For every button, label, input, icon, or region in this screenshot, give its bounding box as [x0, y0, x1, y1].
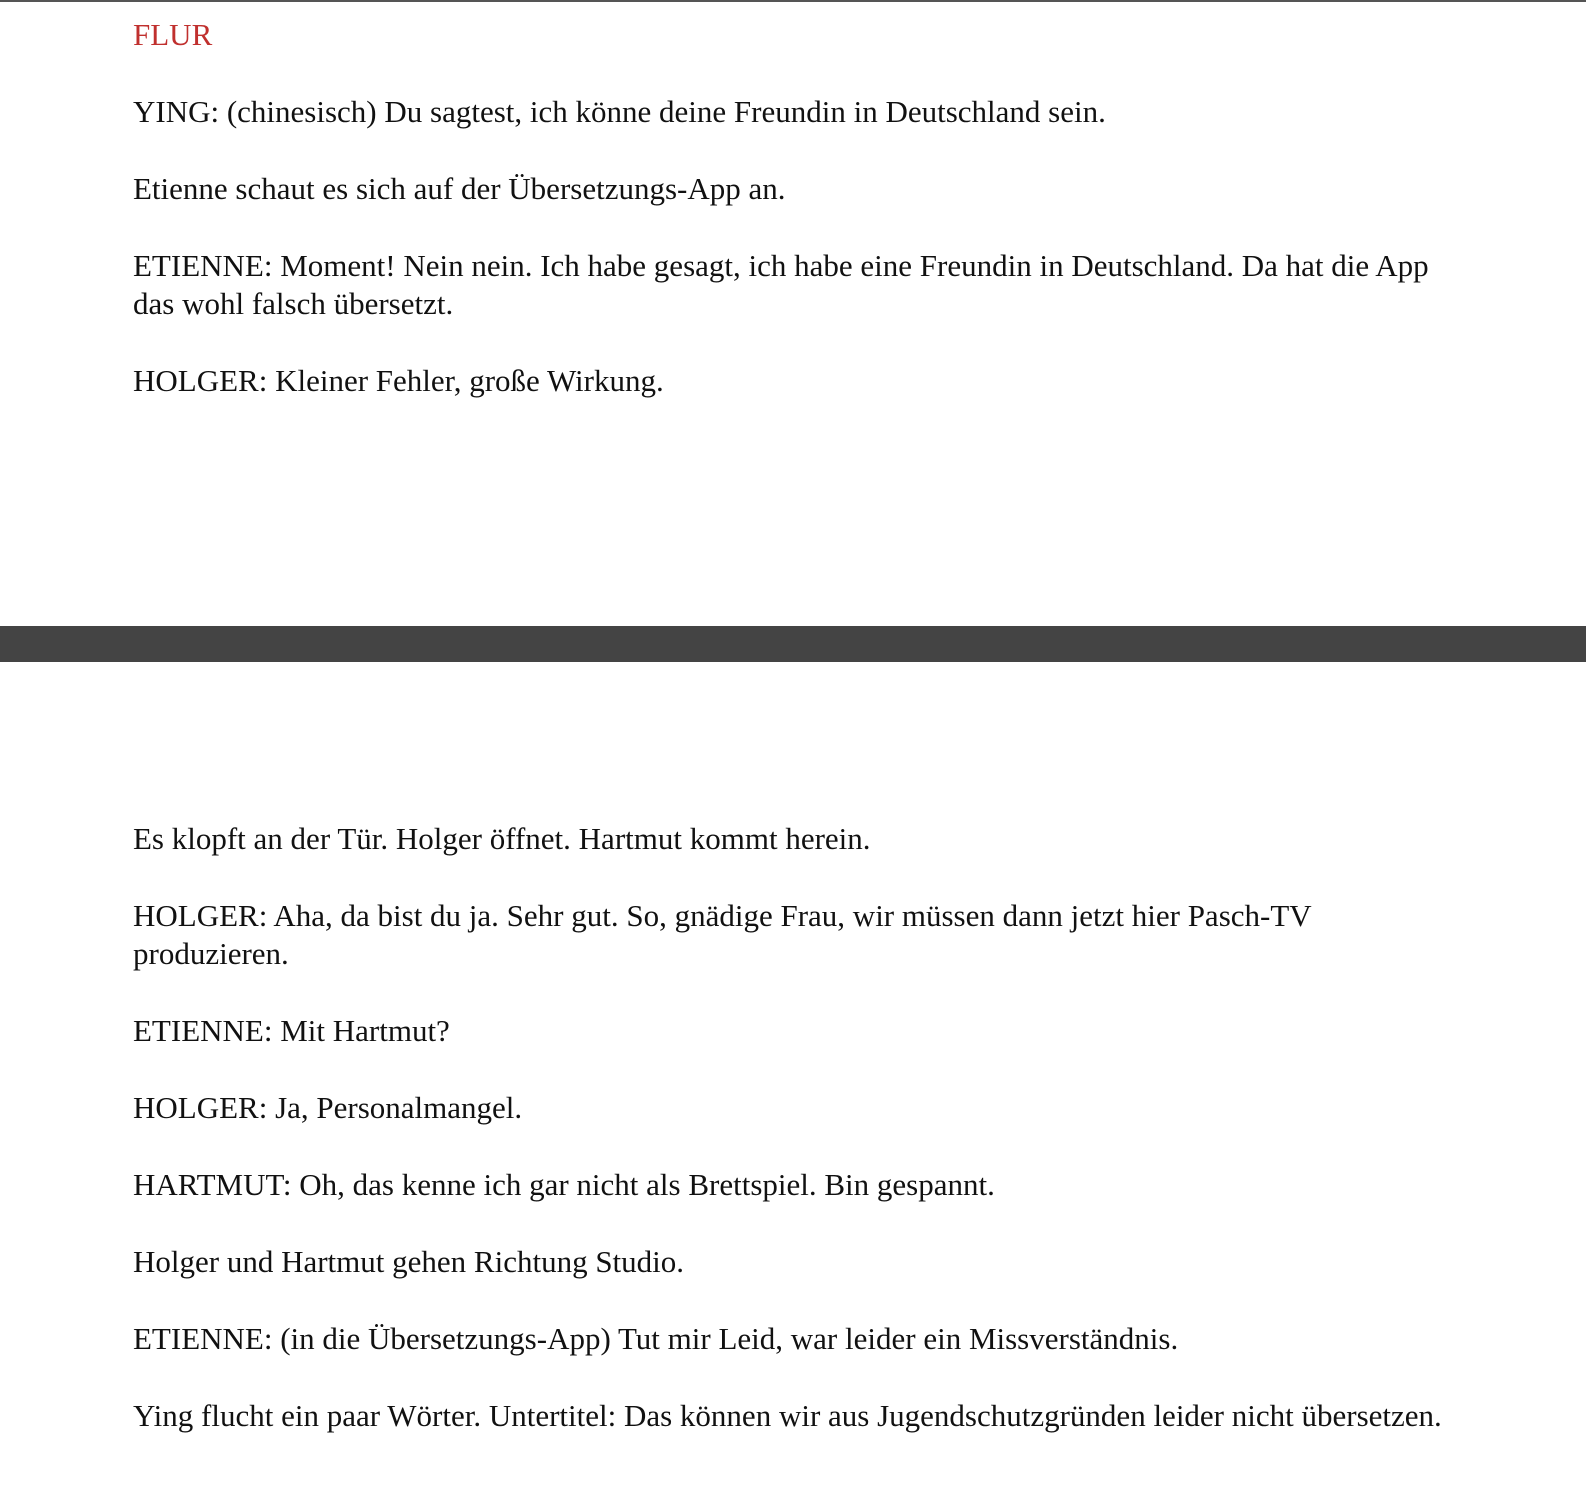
- script-line: HOLGER: Aha, da bist du ja. Sehr gut. So, gnädige Frau, wir müssen dann jetzt hier Pasch-TV produzieren.: [133, 898, 1312, 971]
- script-line: HOLGER: Ja, Personalmangel.: [133, 1090, 523, 1125]
- stage-direction: Holger und Hartmut gehen Richtung Studio.: [133, 1244, 685, 1279]
- scene-heading: FLUR: [133, 17, 213, 52]
- script-line: HARTMUT: Oh, das kenne ich gar nicht als Brettspiel. Bin gespannt.: [133, 1167, 995, 1202]
- stage-direction: Es klopft an der Tür. Holger öffnet. Hartmut kommt herein.: [133, 821, 871, 856]
- document-page-2: [0, 662, 1586, 1496]
- page-1-content: [133, 16, 1473, 439]
- stage-direction: Ying flucht ein paar Wörter. Untertitel: Das können wir aus Jugendschutzgründen leider nicht übersetzen.: [133, 1398, 1442, 1433]
- page-2-content: [133, 820, 1473, 1474]
- script-line: ETIENNE: Mit Hartmut?: [133, 1013, 450, 1048]
- script-line: HOLGER: Kleiner Fehler, große Wirkung.: [133, 363, 664, 398]
- page-separator: [0, 626, 1586, 662]
- document-page-1: [0, 2, 1586, 626]
- script-line: ETIENNE: Moment! Nein nein. Ich habe gesagt, ich habe eine Freundin in Deutschland. Da hat die App das wohl falsch übersetzt.: [133, 248, 1429, 321]
- script-line: YING: (chinesisch) Du sagtest, ich könne deine Freundin in Deutschland sein.: [133, 94, 1106, 129]
- stage-direction: Etienne schaut es sich auf der Übersetzungs-App an.: [133, 171, 786, 206]
- script-line: ETIENNE: (in die Übersetzungs-App) Tut mir Leid, war leider ein Missverständnis.: [133, 1321, 1179, 1356]
